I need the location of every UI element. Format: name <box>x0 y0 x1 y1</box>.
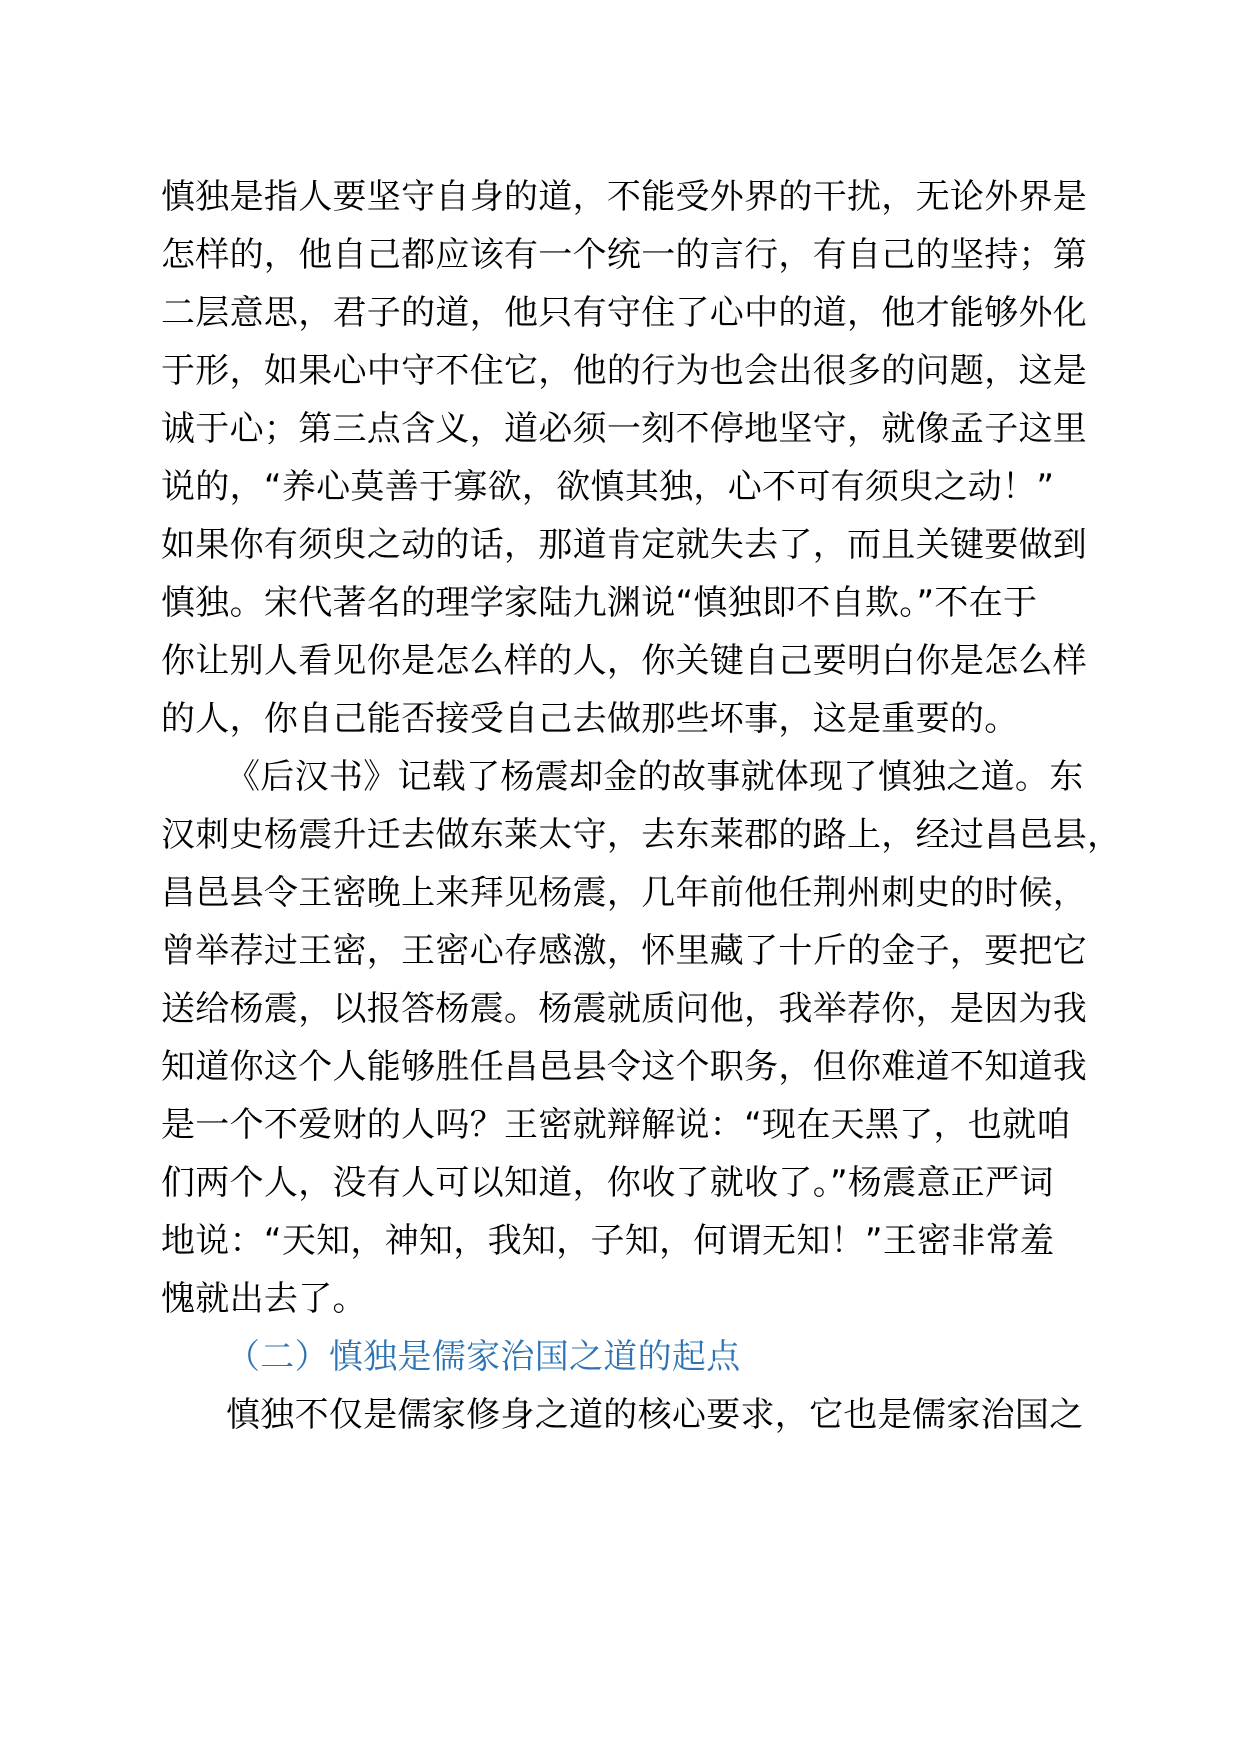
text-line: 昌邑县令王密晚上来拜见杨震，几年前他任荆州刺史的时候， <box>161 873 1088 913</box>
text-line: 你让别人看见你是怎么样的人，你关键自己要明白你是怎么样 <box>161 641 1088 681</box>
text-line: 们两个人，没有人可以知道，你收了就收了。”杨震意正严词 <box>161 1163 1054 1203</box>
text-line: 慎独是指人要坚守自身的道，不能受外界的干扰，无论外界是 <box>161 177 1088 217</box>
text-line: 愧就出去了。 <box>161 1279 367 1319</box>
text-line: 于形，如果心中守不住它，他的行为也会出很多的问题，这是 <box>161 351 1088 391</box>
text-line: 知道你这个人能够胜任昌邑县令这个职务，但你难道不知道我 <box>161 1047 1088 1087</box>
text-line: 地说：“天知，神知，我知，子知，何谓无知！”王密非常羞 <box>161 1221 1055 1261</box>
section-heading: （二）慎独是儒家治国之道的起点 <box>226 1337 741 1377</box>
text-line: 说的，“养心莫善于寡欲，欲慎其独，心不可有须臾之动！” <box>161 467 1055 507</box>
text-line: 曾举荐过王密，王密心存感激，怀里藏了十斤的金子，要把它 <box>161 931 1088 971</box>
text-line: 怎样的，他自己都应该有一个统一的言行，有自己的坚持；第 <box>161 235 1088 275</box>
text-line: 汉刺史杨震升迁去做东莱太守，去东莱郡的路上，经过昌邑县， <box>161 815 1122 855</box>
text-line: 二层意思，君子的道，他只有守住了心中的道，他才能够外化 <box>161 293 1088 333</box>
text-line: 送给杨震，以报答杨震。杨震就质问他，我举荐你，是因为我 <box>161 989 1088 1029</box>
text-line: 慎独不仅是儒家修身之道的核心要求，它也是儒家治国之 <box>226 1395 1084 1435</box>
text-line: 是一个不爱财的人吗？王密就辩解说：“现在天黑了，也就咱 <box>161 1105 1071 1145</box>
text-line: 诚于心；第三点含义，道必须一刻不停地坚守，就像孟子这里 <box>161 409 1088 449</box>
text-line: 《后汉书》记载了杨震却金的故事就体现了慎独之道。东 <box>226 757 1084 797</box>
text-line: 慎独。宋代著名的理学家陆九渊说“慎独即不自欺。”不在于 <box>161 583 1038 623</box>
text-line: 如果你有须臾之动的话，那道肯定就失去了，而且关键要做到 <box>161 525 1088 565</box>
text-line: 的人，你自己能否接受自己去做那些坏事，这是重要的。 <box>161 699 1019 739</box>
